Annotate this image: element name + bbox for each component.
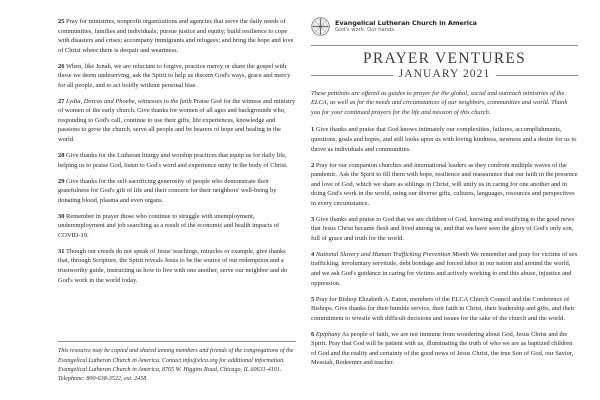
entry-text: Give thanks for the self-sacrificing generosity of people who demonstrate their gratefulness for God's gift of life and their concern for their neighbors' well-being by donating blood, plasma and even organs. [58,177,277,204]
prayer-entry [311,215,578,244]
intro-paragraph: These petitions are offered as guides to prayer for the global, social and outreach ministries of the ELCA, as well as for the needs and circumstances of our neighbors, communities and world. Thank you for your continued prayers for the life and mission of this church. [311,89,568,116]
prayer-entry [311,330,578,368]
brand-name: Evangelical Lutheran Church in America [335,18,477,27]
prayer-entry [58,62,296,91]
prayer-entry [311,125,578,154]
entry-text: As people of faith, we are not immune from wondering about God, Jesus Christ and the Spirit. Pray that God will be patient with us, illuminating the truth of who we are as baptized children of God and the reality and certainty of the good news of Jesus Christ, the true Son of God, our Savior, Messiah, Redeemer and teacher. [311,330,574,367]
entry-number: 28 [58,152,65,160]
right-entry-list [311,125,578,368]
prayer-entry [58,247,296,285]
footer-text: This resource may be copied and shared among members and friends of the congregations of the Evangelical Lutheran Church in America. Contact info@elca.org for additional information. Evangelical Lutheran Church in America, 8765 W. Higgins Road, Chicago, IL 60631-4101. Telephone: 800-638-3522, ext. 2458. [58,348,294,382]
entry-number: 2 [311,161,315,169]
entry-number: 27 [58,97,65,105]
entry-text: Praise God for the witness and ministry of women of the early church. Give thanks for women of all ages and backgrounds who, responding to God's call, continue to use their gifts, life experiences, knowledge and passions to grow the church, serve all people and be bearers of hope and healing in the world. [58,97,296,144]
masthead-rule-right [496,75,578,76]
entry-commemoration: Epiphany [315,330,341,338]
prayer-entry [58,97,296,145]
footer-divider [58,341,296,342]
entry-number: 29 [58,177,65,185]
entry-number: 6 [311,330,315,338]
right-column [311,17,578,400]
entry-text: Give thanks for the Lutheran liturgy and worship practices that equip us for daily life, helping us to praise God, listen to God's word and experience unity in the body of Christ. [58,152,288,169]
entry-text: Though our creeds do not speak of Jesus' teachings, miracles or example, give thanks that, through Scripture, the Spirit reveals Jesus to be the source of our redemption and a trustworthy guide, instructing us how to live with one another, serve our neighbor and do God's work in the world today. [58,247,288,284]
prayer-entry [311,161,578,209]
issue-date: JANUARY 2021 [398,68,491,81]
prayer-entry [58,212,296,241]
elca-brand [311,17,578,36]
entry-text: Pray for Bishop Elizabeth A. Eaton, members of the ELCA Church Council and the Conference of Bishops. Give thanks for their humble service, their faith in Christ, their leadership and gifts, and their commitment to wrestle with difficult decisions and issues for the sake of the church and the world. [311,295,575,322]
page-footer [58,341,296,400]
column-gutter [296,17,311,400]
masthead-top-rule [311,45,578,46]
entry-number: 26 [58,62,65,70]
entry-number: 5 [311,295,315,303]
entry-number: 4 [311,250,315,258]
entry-text: When, like Jonah, we are reluctant to forgive, practice mercy or share the gospel with those we deem undeserving, ask the Spirit to help us discern God's ways, grace and mercy for all people, and to act boldly without personal bias. [58,62,291,89]
entry-number: 3 [311,215,315,223]
left-entry-list [58,17,296,285]
elca-globe-cross-icon [311,17,330,36]
entry-text: Remember in prayer those who continue to struggle with unemployment, underemployment and job searching as a result of the economic and health impacts of COVID-19. [58,212,280,239]
entry-number: 31 [58,247,65,255]
entry-number: 1 [311,126,315,134]
masthead [311,17,578,81]
page-title: PRAYER VENTURES [362,50,527,67]
prayer-entry [311,295,578,324]
prayer-entry [58,177,296,206]
prayer-entry [58,17,296,55]
masthead-rule-left [311,75,393,76]
entry-number: 30 [58,212,65,220]
entry-text: Pray for ministries, nonprofit organizations and agencies that serve the daily needs of communities, families and individuals; pursue justice and equity; build resilience to cope with disasters and crises; accompany immigrants and refugees; and bring the hope and love of Christ where there is despair and weariness. [58,18,294,54]
masthead-date-row [311,69,578,81]
brand-text [335,19,477,34]
prayer-entry [311,250,578,288]
left-column [58,17,296,400]
entry-text: Give thanks and praise that God knows intimately our complexities, failures, accomplishments, questions, goals and hopes, and still looks upon us with loving kindness, newness and a desire for us to thrive as individuals and communities. [311,126,577,153]
entry-text: Pray for our companion churches and international leaders as they confront multiple waves of the pandemic. Ask the Spirit to fill them with hope, resilience and reassurance that our faith in the presence and love of God, which we share as siblings in Christ, will unify us in caring for one another and in doing God's work in the world, using our diverse gifts, cultures, languages, resources and perspectives in every circumstance. [311,161,578,207]
brand-tagline: God's work. Our hands. [335,27,396,34]
entry-commemoration: Lydia, Dorcas and Phoebe, witnesses to the faith [66,97,192,105]
prayer-entry [58,151,296,170]
entry-text: We remember and pray for victims of sex trafficking, involuntary servitude, debt bondage and forced labor in our nation and around the world, and we ask God's guidance in caring for victims and actively working to end this abuse, injustice and oppression. [311,250,578,287]
entry-commemoration: National Slavery and Human Trafficking Prevention Month [315,250,469,258]
entry-text: Give thanks and praise to God that we are children of God, knowing and testifying to the good news that Jesus Christ became flesh and lived among us, and that we have seen the glory of God's only son, full of grace and truth for the world. [311,215,575,242]
entry-number: 25 [58,18,65,25]
